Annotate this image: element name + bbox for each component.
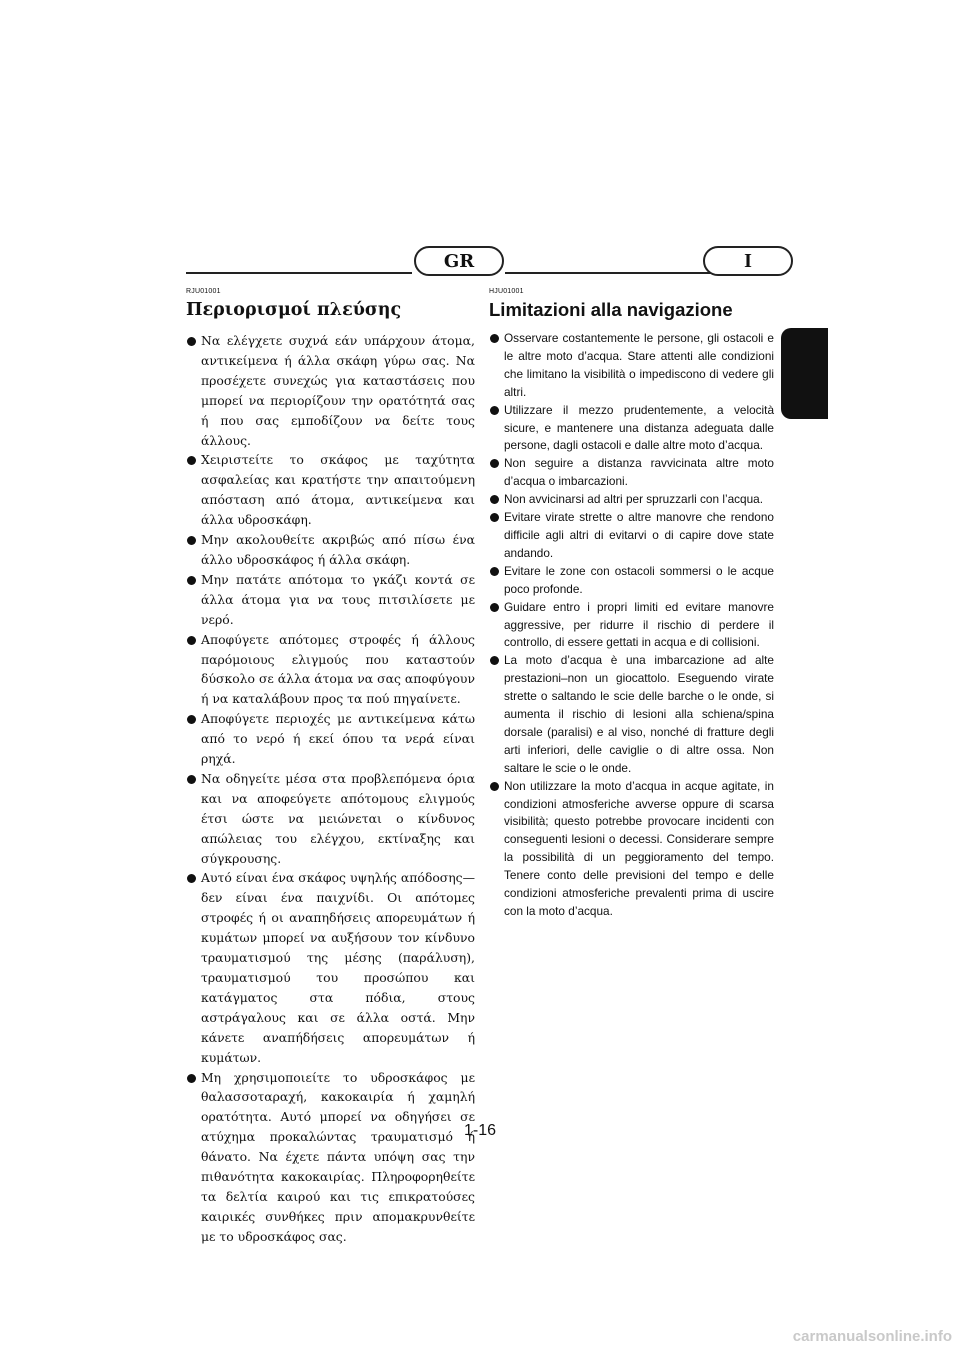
list-item-text: Non seguire a distanza ravvicinata altre moto d’acqua o imbarcazioni. [504, 456, 774, 489]
italian-bullet-list [489, 330, 774, 921]
bullet-icon [490, 459, 499, 468]
list-item [489, 563, 774, 599]
list-item-text: La moto d’acqua è una imbarcazione ad alte prestazioni–non un giocattolo. Eseguendo virate strette o saltando le scie delle barche o le onde, si aumenta il rischio di lesioni alla schiena/spina dorsale (paralisi) e al viso, nonché di fratture degli arti inferiori, delle caviglie o di altre ossa. Non saltare le scie o le onde. [504, 653, 774, 775]
list-item-text: Evitare le zone con ostacoli sommersi o le acque poco profonde. [504, 563, 774, 596]
bullet-icon [187, 636, 196, 645]
list-item [186, 570, 475, 630]
list-item [186, 331, 475, 450]
greek-section-code: RJU01001 [186, 288, 221, 295]
list-item [489, 599, 774, 653]
language-badge-gr-label: GR [443, 250, 475, 272]
list-item-text: Guidare entro i propri limiti ed evitare manovre aggressive, per ridurre il rischio di perdere il controllo, di essere gettati in acqua e di collisioni. [504, 599, 774, 650]
list-item-text: Non avvicinarsi ad altri per spruzzarli con l’acqua. [504, 492, 763, 507]
bullet-icon [490, 567, 499, 576]
language-badge-gr [414, 246, 504, 276]
list-item-text: Evitare virate strette o altre manovre che rendono difficile agli altri di evitarvi o di capire dove state andando. [504, 510, 774, 560]
language-badge-i [703, 246, 793, 276]
list-item [186, 769, 475, 869]
list-item [489, 455, 774, 491]
bullet-icon [187, 775, 196, 784]
list-item-text: Μην ακολουθείτε ακριβώς από πίσω ένα άλλο υδροσκάφος ή άλλα σκάφη. [201, 532, 475, 567]
bullet-icon [490, 513, 499, 522]
list-item [186, 450, 475, 530]
bullet-icon [490, 782, 499, 791]
bullet-icon [187, 536, 196, 545]
bullet-icon [187, 874, 196, 883]
list-item [186, 709, 475, 769]
list-item [489, 652, 774, 777]
bullet-icon [187, 576, 196, 585]
list-item-text: Osservare costantemente le persone, gli ostacoli e le altre moto d’acqua. Stare attenti alle condizioni che limitano la visibilità o impediscono di vedere gli altri. [504, 331, 774, 399]
list-item-text: Αποφύγετε περιοχές με αντικείμενα κάτω από το νερό ή εκεί όπου τα νερά είναι ρηχά. [201, 711, 475, 767]
list-item-text: Μην πατάτε απότομα το γκάζι κοντά σε άλλα άτομα για να τους πιτσιλίσετε με νερό. [201, 571, 475, 627]
bullet-icon [490, 406, 499, 415]
language-badge-i-label: I [744, 249, 752, 272]
bullet-icon [187, 337, 196, 346]
italian-section-code: HJU01001 [489, 288, 524, 295]
page-number: 1-16 [463, 1122, 497, 1139]
italian-column [489, 288, 774, 921]
bullet-icon [490, 603, 499, 612]
list-item-text: Να ελέγχετε συχνά εάν υπάρχουν άτομα, αντικείμενα ή άλλα σκάφη γύρω σας. Να προσέχετε συνεχώς για καταστάσεις που μπορεί να περιορίζουν την ορατότητά σας ή που σας εμποδίζουν να δείτε τους άλλους. [201, 333, 475, 448]
list-item [489, 778, 774, 921]
bullet-icon [187, 456, 196, 465]
list-item [489, 509, 774, 563]
list-item-text: Μη χρησιμοποιείτε το υδροσκάφος με θαλασσοταραχή, κακοκαιρία ή χαμηλή ορατότητα. Αυτό μπορεί να οδηγήσει σε ατύχημα προκαλώντας τραυματισμό ή θάνατο. Να έχετε πάντα υπόψη σας την πιθανότητα κακοκαιρίας. Πληροφορηθείτε τα δελτία καιρού και τις επικρατούσες καιρικές συνθήκες πριν απομακρυνθείτε με το υδροσκάφος σας. [201, 1069, 475, 1244]
italian-section-title: Limitazioni alla navigazione [489, 299, 733, 320]
bullet-icon [490, 656, 499, 665]
header-rule-left [186, 272, 412, 274]
list-item [186, 630, 475, 710]
bullet-icon [490, 334, 499, 343]
list-item-text: Utilizzare il mezzo prudentemente, a velocità sicure, e mantenere una distanza adeguata dalle persone, dagli ostacoli e dalle altre moto d’acqua. [504, 402, 774, 453]
list-item [489, 402, 774, 456]
watermark-text: carmanualsonline.info [792, 1328, 952, 1345]
list-item-text: Αυτό είναι ένα σκάφος υψηλής απόδοσης—δεν είναι ένα παιχνίδι. Οι απότομες στροφές ή οι αναπηδήσεις απορευμάτων ή κυμάτων μπορεί να αυξήσουν τον κίνδυνο τραυματισμού της μέσης (παράλυση), τραυματισμού του προσώπου και κατάγματος στα πόδια, στους αστράγαλους και σε άλλα οστά. Μην κάνετε αναπήδήσεις απορευμάτων ή κυμάτων. [201, 870, 475, 1065]
list-item [186, 530, 475, 570]
bullet-icon [187, 1074, 196, 1083]
list-item [186, 1068, 475, 1247]
list-item-text: Non utilizzare la moto d’acqua in acque agitate, in condizioni atmosferiche avverse oppure di scarsa visibilità; questo potrebbe provocare incidenti con conseguenti lesioni o decessi. Considerare sempre la possibilità di un peggioramento del tempo. Tenere conto delle previsioni del tempo e delle condizioni atmosferiche prevalenti prima di uscire con la moto d’acqua. [504, 778, 774, 918]
greek-section-title: Περιορισμοί πλεύσης [186, 300, 402, 320]
list-item-text: Χειριστείτε το σκάφος με ταχύτητα ασφαλείας και κρατήστε την απαιτούμενη απόσταση από άτομα, αντικείμενα και άλλα υδροσκάφη. [201, 452, 475, 528]
list-item [186, 868, 475, 1067]
list-item [489, 330, 774, 402]
list-item-text: Αποφύγετε απότομες στροφές ή άλλους παρόμοιους ελιγμούς που καταστούν δύσκολο σε άλλα άτομα να σας αποφύγουν ή να καταλάβουν προς τα πού πηγαίνετε. [201, 631, 475, 707]
bullet-icon [490, 495, 499, 504]
greek-bullet-list [186, 331, 475, 1247]
section-thumb-tab [781, 328, 828, 419]
list-item-text: Να οδηγείτε μέσα στα προβλεπόμενα όρια και να αποφεύγετε απότομους ελιγμούς έτσι ώστε να μειώνεται ο κίνδυνος απώλειας του ελέγχου, εκτίναξης και σύγκρουσης. [201, 770, 475, 866]
bullet-icon [187, 715, 196, 724]
list-item [489, 491, 774, 509]
greek-column [186, 288, 475, 1247]
